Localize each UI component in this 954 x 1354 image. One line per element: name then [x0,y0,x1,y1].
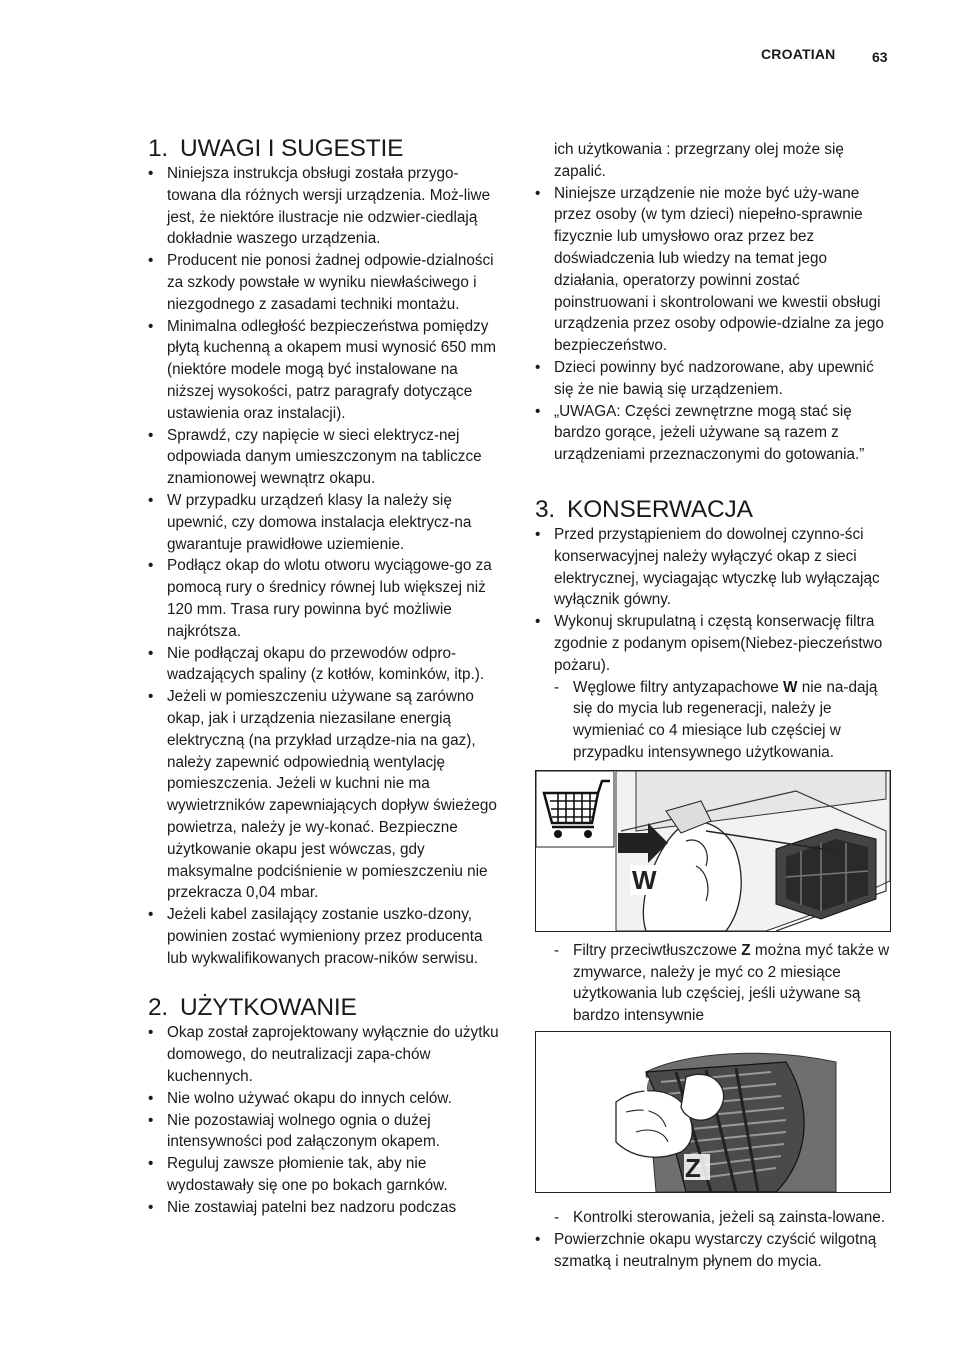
carbon-filter-illustration [536,771,890,931]
section-2-number: 2. [148,994,169,1022]
section-2-list-continued [535,139,893,466]
list-item: • W przypadku urządzeń klasy Ia należy się upewnić, czy domowa instalacja elektrycz-na gwarantuje prawidłowe uziemienie. [148,490,506,555]
list-item: • Podłącz okap do wlotu otworu wyciągowe-go za pomocą rury o średnicy równej lub większej niż 120 mm. Trasa rury powinna być możliwie najkrótsza. [148,555,506,642]
list-item: • Niniejsze urządzenie nie może być uży-wane przez osoby (w tym dzieci) niepełno-sprawnie fizycznie lub umysłowo oraz przez bez doświadczenia lub wiedzy na temat jego działania, operatorzy powinni zostać poinstruowani i skontrolowani we kwestii obsługi urządzenia przez osoby odpowie-dzialne za jego bezpieczeństwo. [535,183,893,357]
dash-item-carbon-filter [535,677,893,764]
list-item: • Dzieci powinny być nadzorowane, aby upewnić się że nie bawią się urządzeniem. [535,357,893,401]
list-item-continuation: ich użytkowania : przegrzany olej może się zapalić. [554,141,844,180]
list-item: • Jeżeli kabel zasilający zostanie uszko-dzony, powinien zostać wymieniony przez producenta lub wykwalifikowanych pracow-ników serwisu. [148,904,506,969]
dash-text: nie na-dają się do mycia lub regeneracji, należy je wymieniać co 4 miesiące lub częściej w przypadku intensywnego użytkowania. [573,678,878,761]
list-item: • Okap został zaprojektowany wyłącznie do użytku domowego, do neutralizacji zapa-chów kuchennych. [148,1022,506,1087]
section-3-title-text: KONSERWACJA [567,495,753,523]
section-3-list [535,524,893,677]
list-item: • Nie pozostawiaj wolnego ognia o dużej intensywności pod załączonym okapem. [148,1110,506,1154]
grease-filter-figure [535,1031,891,1193]
section-1-list [148,163,506,969]
list-item: • Nie wolno używać okapu do innych celów. [148,1088,506,1110]
list-item: • „UWAGA: Części zewnętrzne mogą stać się bardzo gorące, jeżeli używane są razem z urządzeniami przeznaczonymi do gotowania.” [535,401,893,466]
carbon-filter-figure [535,770,891,932]
filter-key-w: W [783,678,798,696]
list-item: • Jeżeli w pomieszczeniu używane są zarówno okap, jak i urządzenia niezasilane energią elektryczną (na przykład urządze-nia na gaz), należy zapewnić odpowiednią wentylację pomieszczenia. Jeżeli w kuchni nie ma wywietrzników zapewniających dopływ świeżego powietrza, należy je wy-konać. Bezpieczne użytkowanie okapu jest wówczas, gdy maksymalne podciśnienie w pomieszczeniu nie przekracza 0,04 mbar. [148,686,506,904]
filter-key-z: Z [741,941,751,959]
list-item: • Nie zostawiaj patelni bez nadzoru podczas [148,1197,506,1219]
left-column [148,135,506,1219]
list-item: • Producent nie ponosi żadnej odpowie-dzialności za szkody powstałe w wyniku niewłaściwego i niezgodnego z zasadami techniki montażu. [148,250,506,315]
section-2-title-text: UŻYTKOWANIE [180,994,357,1022]
right-column [535,139,893,1272]
list-item: • Wykonuj skrupulatną i częstą konserwację filtra zgodnie z podanym opisem(Niebez-pieczeństwo pożaru). [535,611,893,676]
dash-text: można myć także w zmywarce, należy je myć co 2 miesiące użytkowania lub częściej, jeśli używane są bardzo intensywnie [573,941,890,1025]
dash-item-controls: - Kontrolki sterowania, jeżeli są zainsta-lowane. [535,1207,893,1229]
figure-label-w: W [632,864,657,895]
list-item: • Minimalna odległość bezpieczeństwa pomiędzy płytą kuchenną a okapem musi wynosić 650 mm (niektóre modele mogą być instalowane na niższej wysokości, patrz paragrafy dotyczące ustawienia oraz instalacji). [148,316,506,425]
section-3-list-end [535,1229,893,1273]
dash-text: Węglowe filtry antyzapachowe [573,678,784,696]
page-number: 63 [872,49,888,65]
grease-filter-illustration [536,1032,890,1192]
section-2-list [148,1022,506,1218]
section-3-number: 3. [535,495,556,523]
header-language: CROATIAN [761,46,836,62]
section-3-sublist-3 [535,1207,893,1229]
dash-text: Filtry przeciwtłuszczowe [573,941,742,959]
section-1-number: 1. [148,135,169,162]
section-1-title-text: UWAGI I SUGESTIE [180,135,404,162]
section-3-title [535,496,893,524]
list-item: • Powierzchnie okapu wystarczy czyścić wilgotną szmatką i neutralnym płynem do mycia. [535,1229,893,1273]
list-item: • Nie podłączaj okapu do przewodów odpro-wadzających spaliny (z kotłów, kominków, itp.). [148,643,506,687]
section-2-title [148,994,506,1022]
section-3-sublist-1 [535,677,893,764]
list-item: • Przed przystąpieniem do dowolnej czynno-ści konserwacyjnej należy wyłączyć okap z sieci elektrycznej, wyciagając wtyczkę lub wyłączając wyłącznik gówny. [535,524,893,611]
shopping-cart-icon [536,771,614,847]
section-3-sublist-2 [535,940,893,1027]
list-item: • Niniejsza instrukcja obsługi została przygo-towana dla różnych wersji urządzenia. Moż-liwe jest, że niektóre ilustracje nie odzwier-ciedlają dokładnie waszego urządzenia. [148,163,506,250]
section-1-title [148,135,506,163]
list-item: • Sprawdź, czy napięcie w sieci elektrycz-nej odpowiada danym umieszczonym na tabliczce znamionowej wewnątrz okapu. [148,425,506,490]
figure-label-z: Z [685,1152,701,1183]
list-item: • Reguluj zawsze płomienie tak, aby nie wydostawały się one po bokach garnków. [148,1153,506,1197]
dash-item-grease-filter [535,940,893,1027]
